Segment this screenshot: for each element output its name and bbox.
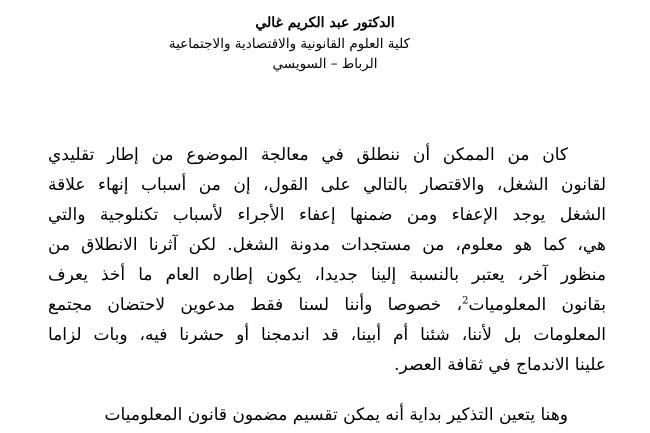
author-affiliation: كلية العلوم القانونية والاقتصادية والاجتماعية [168,36,410,52]
paragraph-text: خصوصا وأننا لسنا فقط مدعوين لاحتضان مجتمع [48,295,442,315]
author-name: الدكتور عبد الكريم غالي [255,15,395,31]
paragraph-line: الشغل يوجد الإعفاء ومن ضمنها إعفاء الأجراء لأسباب تكنلوجية والتي [48,205,606,225]
paragraph-line: علينا الاندماج في ثقافة العصر. [394,355,606,375]
document-header [168,14,410,74]
paragraph-line-with-footnote [48,290,606,320]
author-location: الرباط – السويسي [272,56,378,72]
paragraph-text: بقانون المعلوميات [468,295,607,315]
paragraph-2 [48,400,606,430]
footnote-marker[interactable]: 2 [462,295,469,307]
paragraph-line: منظور آخر، يعتبر بالنسبة إلينا جديدا، يكون إطاره العام ما أخذ يعرف [48,265,606,285]
paragraph-1 [48,140,606,380]
paragraph-line: هي، كما هو معلوم، من مستجدات مدونة الشغل. لكن آثرنا الانطلاق من [48,235,606,255]
paragraph-line: وهنا يتعين التذكير بداية أنه يمكن تقسيم مضمون قانون المعلوميات [104,405,568,425]
paragraph-line: المعلومات بل لأننا، شئنا أم أبينا، قد اندمجنا أو حشرنا فيه، وبات لزاما [48,325,606,345]
paragraph-line: لقانون الشغل، والاقتصار بالتالي على القول، إن من أسباب إنهاء علاقة [48,175,606,195]
paragraph-line: كان من الممكن أن ننطلق في معالجة الموضوع من إطار تقليدي [48,145,568,165]
paragraph-text: ، [441,295,463,315]
